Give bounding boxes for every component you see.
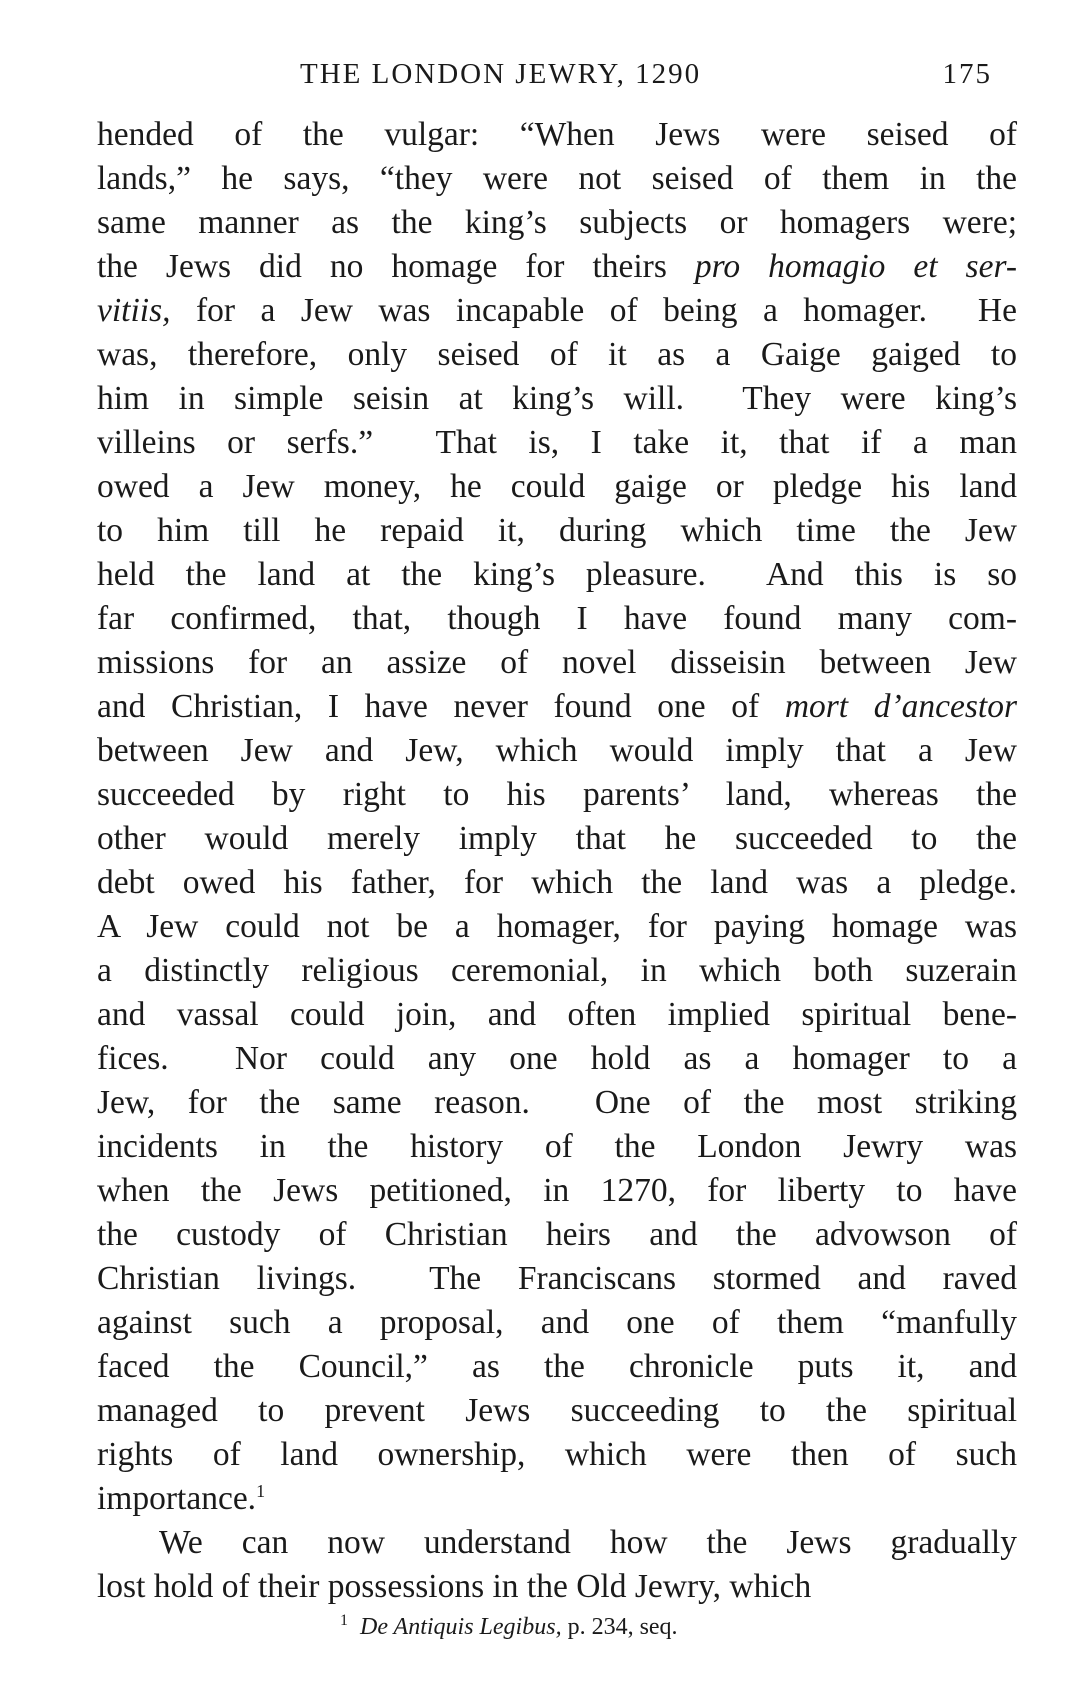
text-line bbox=[97, 861, 1017, 905]
text-line bbox=[97, 289, 1017, 333]
text-span: hended of the vulgar: “When Jews were seised of bbox=[97, 116, 1017, 153]
italic-text: pro homagio et ser- bbox=[694, 248, 1017, 285]
text-span: lost hold of their possessions in the Old Jewry, which bbox=[97, 1568, 812, 1605]
footnote-marker: 1 bbox=[340, 1612, 348, 1629]
text-span: was, therefore, only seised of it as a Gaige gaiged to bbox=[97, 336, 1017, 373]
text-span: incidents in the history of the London Jewry was bbox=[97, 1128, 1017, 1165]
text-span: lands,” he says, “they were not seised of them in the bbox=[97, 160, 1017, 197]
text-line bbox=[97, 1037, 1017, 1081]
running-title: THE LONDON JEWRY, 1290 bbox=[300, 58, 702, 90]
body-text bbox=[97, 113, 1017, 1609]
text-span: a distinctly religious ceremonial, in which both suzerain bbox=[97, 952, 1017, 989]
text-span: rights of land ownership, which were then of such bbox=[97, 1436, 1017, 1473]
text-line bbox=[97, 1213, 1017, 1257]
text-line bbox=[97, 245, 1017, 289]
text-line bbox=[97, 1345, 1017, 1389]
footnote-reference: 1 bbox=[256, 1480, 266, 1501]
text-span: and Christian, I have never found one of bbox=[97, 688, 785, 725]
text-span: villeins or serfs.” That is, I take it, that if a man bbox=[97, 424, 1017, 461]
text-span: held the land at the king’s pleasure. And this is so bbox=[97, 556, 1017, 593]
text-line bbox=[97, 1169, 1017, 1213]
italic-text: mort d’ancestor bbox=[784, 688, 1018, 725]
text-span: and vassal could join, and often implied spiritual bene- bbox=[97, 996, 1017, 1033]
text-line bbox=[97, 949, 1017, 993]
text-line bbox=[97, 333, 1017, 377]
text-span: same manner as the king’s subjects or homagers were; bbox=[97, 204, 1017, 241]
page-number: 175 bbox=[942, 58, 992, 90]
text-line bbox=[97, 113, 1017, 157]
text-line bbox=[97, 993, 1017, 1037]
text-line bbox=[97, 773, 1017, 817]
text-span: owed a Jew money, he could gaige or pledge his land bbox=[97, 468, 1017, 505]
italic-text: vitiis, bbox=[97, 292, 171, 329]
text-line bbox=[97, 421, 1017, 465]
text-line bbox=[97, 1125, 1017, 1169]
text-span: debt owed his father, for which the land was a pledge. bbox=[97, 864, 1017, 901]
text-line bbox=[97, 597, 1017, 641]
text-span: missions for an assize of novel disseisin between Jew bbox=[97, 644, 1017, 681]
text-line bbox=[97, 1521, 1017, 1565]
text-span: against such a proposal, and one of them “manfully bbox=[97, 1304, 1017, 1341]
text-line bbox=[97, 905, 1017, 949]
text-line bbox=[97, 157, 1017, 201]
text-line bbox=[97, 817, 1017, 861]
text-line bbox=[97, 1257, 1017, 1301]
text-span: We can now understand how the Jews gradually bbox=[159, 1524, 1017, 1561]
text-line bbox=[97, 729, 1017, 773]
text-line bbox=[97, 1389, 1017, 1433]
text-line bbox=[97, 377, 1017, 421]
footnote-citation: p. 234, seq. bbox=[561, 1614, 678, 1640]
text-span: between Jew and Jew, which would imply that a Jew bbox=[97, 732, 1017, 769]
text-span: the Jews did no homage for theirs bbox=[97, 248, 695, 285]
text-span: fices. Nor could any one hold as a homager to a bbox=[97, 1040, 1017, 1077]
text-line bbox=[97, 685, 1017, 729]
text-line bbox=[97, 1433, 1017, 1477]
text-span: Jew, for the same reason. One of the most striking bbox=[97, 1084, 1017, 1121]
text-span: other would merely imply that he succeeded to the bbox=[97, 820, 1017, 857]
text-line bbox=[97, 553, 1017, 597]
text-line bbox=[97, 641, 1017, 685]
text-line bbox=[97, 1565, 1017, 1609]
text-span: succeeded by right to his parents’ land, whereas the bbox=[97, 776, 1017, 813]
text-line bbox=[97, 1477, 1017, 1521]
text-line bbox=[97, 1301, 1017, 1345]
text-span: the custody of Christian heirs and the advowson of bbox=[97, 1216, 1017, 1253]
footnote-source-title: De Antiquis Legibus, bbox=[360, 1614, 562, 1640]
text-span: faced the Council,” as the chronicle puts it, and bbox=[97, 1348, 1017, 1385]
text-span: him in simple seisin at king’s will. They were king’s bbox=[97, 380, 1017, 417]
text-span: importance. bbox=[97, 1480, 257, 1517]
text-span: when the Jews petitioned, in 1270, for liberty to have bbox=[97, 1172, 1017, 1209]
text-line bbox=[97, 1081, 1017, 1125]
text-span: far confirmed, that, though I have found many com- bbox=[97, 600, 1017, 637]
text-span: for a Jew was incapable of being a homager. He bbox=[170, 292, 1017, 329]
text-line bbox=[97, 201, 1017, 245]
text-line bbox=[97, 509, 1017, 553]
page-header bbox=[300, 58, 1020, 98]
text-span: A Jew could not be a homager, for paying homage was bbox=[97, 908, 1017, 945]
text-line bbox=[97, 465, 1017, 509]
text-span: Christian livings. The Franciscans stormed and raved bbox=[97, 1260, 1017, 1297]
text-span: managed to prevent Jews succeeding to the spiritual bbox=[97, 1392, 1017, 1429]
text-span: to him till he repaid it, during which time the Jew bbox=[97, 512, 1017, 549]
footnote bbox=[340, 1612, 840, 1641]
